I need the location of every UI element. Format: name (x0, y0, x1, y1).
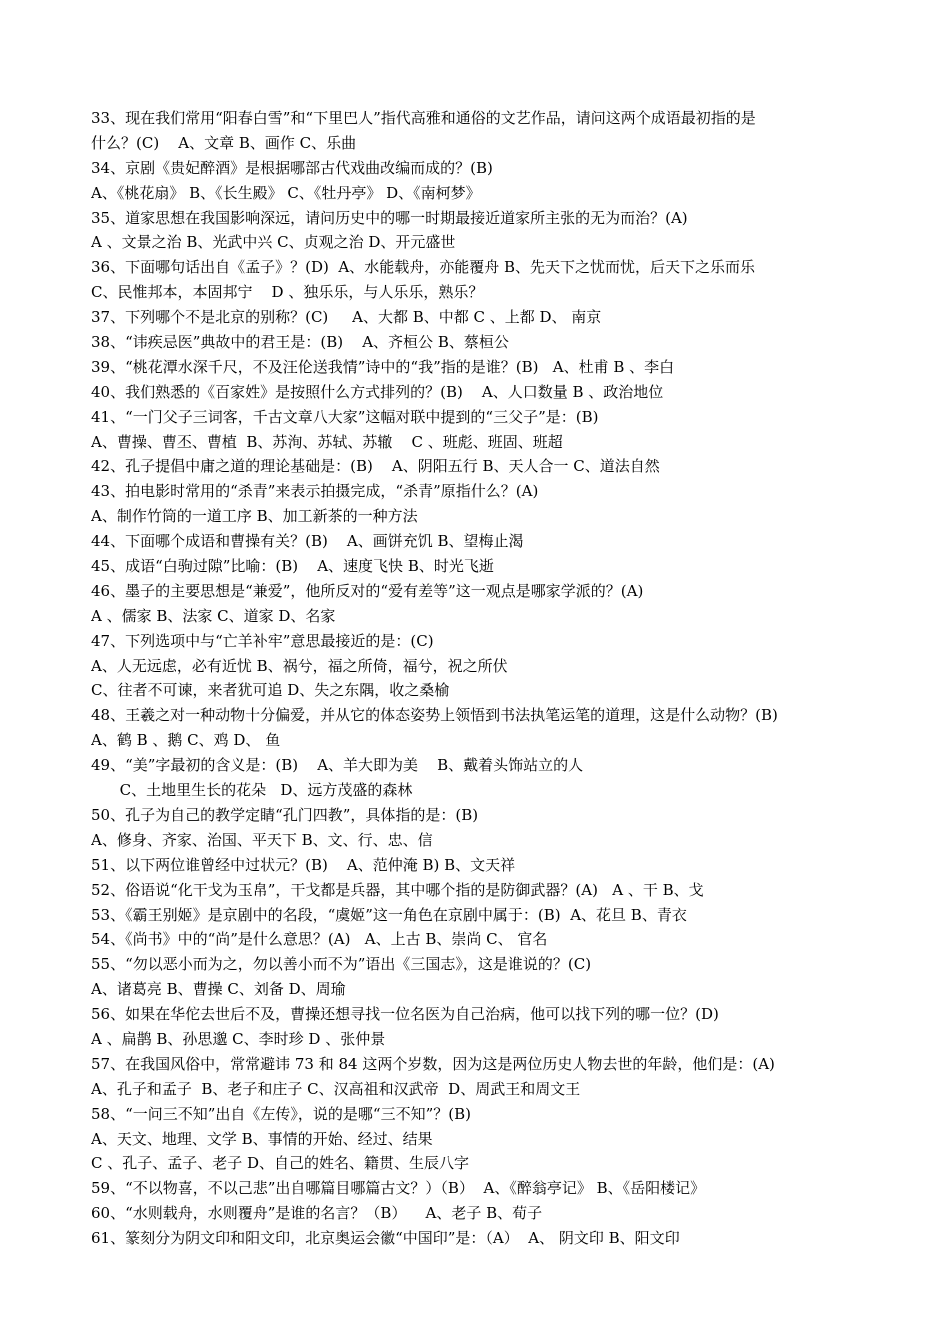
question-list (91, 106, 871, 1251)
text-line: A 、文景之治 B、光武中兴 C、贞观之治 D、开元盛世 (91, 233, 456, 252)
text-line: 49、“美”字最初的含义是：(B) A、羊大即为美 B、戴着头饰站立的人 (91, 756, 584, 775)
text-line: C、往者不可谏，来者犹可追 D、失之东隅，收之桑榆 (91, 681, 450, 700)
text-line: 52、俗语说“化干戈为玉帛”，干戈都是兵器，其中哪个指的是防御武器？(A) A 、干 B、戈 (91, 880, 704, 899)
text-line: 35、道家思想在我国影响深远，请问历史中的哪一时期最接近道家所主张的无为而治？(A) (91, 208, 688, 227)
text-line: 53、《霸王别姬》是京剧中的名段，“虞姬”这一角色在京剧中属于：(B) A、花旦 B、青衣 (91, 905, 687, 924)
text-line: 56、如果在华佗去世后不及，曹操还想寻找一位名医为自己治病，他可以找下列的哪一位？(D) (91, 1005, 719, 1024)
text-line: 55、“勿以恶小而为之，勿以善小而不为”语出《三国志》，这是谁说的？(C) (91, 955, 592, 974)
text-line: 41、“一门父子三词客，千古文章八大家”这幅对联中提到的“三父子”是：(B) (91, 407, 599, 426)
text-line: A、鹤 B 、鹅 C、鸡 D、 鱼 (91, 731, 281, 750)
text-line: A、制作竹筒的一道工序 B、加工新茶的一种方法 (91, 507, 418, 526)
text-line: 34、京剧《贵妃醉酒》是根据哪部古代戏曲改编而成的？(B) (91, 158, 493, 177)
text-line: 37、下列哪个不是北京的别称？(C) A、大都 B、中都 C 、上都 D、 南京 (91, 308, 602, 327)
text-line: A、《桃花扇》 B、《长生殿》 C、《牡丹亭》 D、《南柯梦》 (91, 183, 481, 202)
text-line: A、天文、地理、文学 B、事情的开始、经过、结果 (91, 1129, 433, 1148)
text-line: 36、下面哪句话出自《孟子》？(D) A、水能载舟，亦能覆舟 B、先天下之忧而忧，后天下之乐而乐 (91, 258, 755, 277)
text-line: 46、墨子的主要思想是“兼爱”，他所反对的“爱有差等”这一观点是哪家学派的？(A) (91, 581, 644, 600)
text-line: 58、“一问三不知”出自《左传》，说的是哪“三不知”？(B) (91, 1104, 471, 1123)
text-line: 50、孔子为自己的教学定睛“孔门四教”，具体指的是：(B) (91, 805, 479, 824)
text-line: 38、“讳疾忌医”典故中的君王是：(B) A、齐桓公 B、蔡桓公 (91, 333, 509, 352)
text-line: 48、王羲之对一种动物十分偏爱，并从它的体态姿势上领悟到书法执笔运笔的道理，这是什么动物？(B) (91, 706, 778, 725)
text-line: 47、下列选项中与“亡羊补牢”意思最接近的是：(C) (91, 631, 434, 650)
text-line: 39、“桃花潭水深千尺，不及汪伦送我情”诗中的“我”指的是谁？(B) A、杜甫 B 、李白 (91, 357, 675, 376)
text-line: 61、篆刻分为阴文印和阳文印，北京奥运会徽“中国印”是：（A） A、 阴文印 B、阳文印 (91, 1229, 680, 1248)
text-line: A、人无远虑，必有近忧 B、祸兮，福之所倚，福兮，祝之所伏 (91, 656, 508, 675)
text-line: 40、我们熟悉的《百家姓》是按照什么方式排列的？(B) A、人口数量 B 、政治地位 (91, 382, 664, 401)
text-line: 42、孔子提倡中庸之道的理论基础是：(B) A、阴阳五行 B、天人合一 C、道法自然 (91, 457, 660, 476)
text-line: 59、“不以物喜，不以己悲”出自哪篇目哪篇古文？）（B） A、《醉翁亭记》 B、《岳阳楼记》 (91, 1179, 706, 1198)
text-line: 什么？(C) A、文章 B、画作 C、乐曲 (91, 133, 357, 152)
text-line: 57、在我国风俗中，常常避讳 73 和 84 这两个岁数，因为这是两位历史人物去世的年龄，他们是：(A) (91, 1054, 775, 1073)
text-line: C、民惟邦本，本固邦宁 D 、独乐乐，与人乐乐，熟乐？ (91, 283, 484, 302)
text-line: 45、成语“白驹过隙”比喻：(B) A、速度飞快 B、时光飞逝 (91, 557, 494, 576)
text-line: C 、孔子、孟子、老子 D、自己的姓名、籍贯、生辰八字 (91, 1154, 470, 1173)
text-line: 60、“水则载舟，水则覆舟”是谁的名言？（B） A、老子 B、荀子 (91, 1204, 543, 1223)
text-line: A 、扁鹊 B、孙思邈 C、李时珍 D 、张仲景 (91, 1029, 386, 1048)
text-line: A 、儒家 B、法家 C、道家 D、名家 (91, 606, 336, 625)
text-line: 43、拍电影时常用的“杀青”来表示拍摄完成，“杀青”原指什么？(A) (91, 482, 539, 501)
text-line: 51、以下两位谁曾经中过状元？(B) A、范仲淹 B) B、文天祥 (91, 855, 516, 874)
text-line: 44、下面哪个成语和曹操有关？(B) A、画饼充饥 B、望梅止渴 (91, 532, 524, 551)
text-line: A、孔子和孟子 B、老子和庄子 C、汉高祖和汉武帝 D、周武王和周文王 (91, 1079, 581, 1098)
text-line: A、曹操、曹丕、曹植 B、苏洵、苏轼、苏辙 C 、班彪、班固、班超 (91, 432, 563, 451)
text-line: C、土地里生长的花朵 D、远方茂盛的森林 (91, 781, 413, 800)
text-line: A、修身、齐家、治国、平天下 B、文、行、忠、信 (91, 830, 433, 849)
text-line: A、诸葛亮 B、曹操 C、刘备 D、周瑜 (91, 980, 346, 999)
text-line: 33、现在我们常用“阳春白雪”和“下里巴人”指代高雅和通俗的文艺作品，请问这两个成语最初指的是 (91, 109, 756, 127)
text-line: 54、《尚书》中的“尚”是什么意思？(A) A、上古 B、崇尚 C、 官名 (91, 930, 548, 949)
